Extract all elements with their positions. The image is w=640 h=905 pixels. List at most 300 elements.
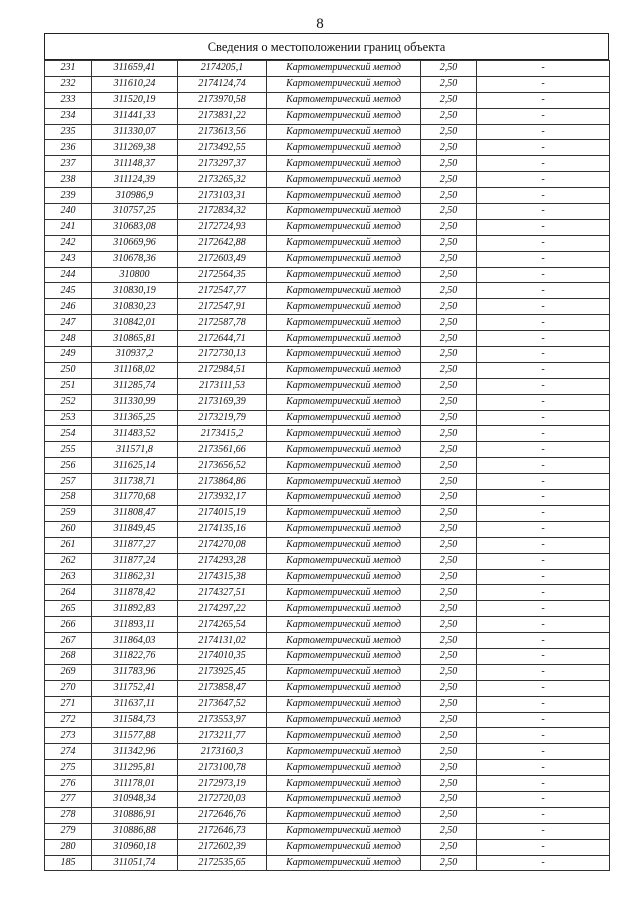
y-coordinate-cell: 2173219,79 <box>178 410 267 426</box>
y-coordinate-cell: 2174015,19 <box>178 505 267 521</box>
accuracy-cell: 2,50 <box>421 362 477 378</box>
y-coordinate-cell: 2173211,77 <box>178 728 267 744</box>
point-number-cell: 243 <box>45 251 92 267</box>
description-cell: - <box>477 394 610 410</box>
point-number-cell: 250 <box>45 362 92 378</box>
point-number-cell: 271 <box>45 696 92 712</box>
x-coordinate-cell: 310986,9 <box>92 188 178 204</box>
method-cell: Картометрический метод <box>267 156 421 172</box>
x-coordinate-cell: 311577,88 <box>92 728 178 744</box>
point-number-cell: 244 <box>45 267 92 283</box>
y-coordinate-cell: 2172603,49 <box>178 251 267 267</box>
table-row <box>45 760 610 776</box>
x-coordinate-cell: 311659,41 <box>92 61 178 77</box>
table-body <box>45 61 610 871</box>
description-cell: - <box>477 505 610 521</box>
point-number-cell: 265 <box>45 601 92 617</box>
table-row <box>45 791 610 807</box>
method-cell: Картометрический метод <box>267 521 421 537</box>
description-cell: - <box>477 219 610 235</box>
table-row <box>45 537 610 553</box>
coordinates-table-frame <box>44 33 609 871</box>
y-coordinate-cell: 2174315,38 <box>178 569 267 585</box>
method-cell: Картометрический метод <box>267 617 421 633</box>
description-cell: - <box>477 442 610 458</box>
accuracy-cell: 2,50 <box>421 807 477 823</box>
point-number-cell: 259 <box>45 505 92 521</box>
method-cell: Картометрический метод <box>267 426 421 442</box>
y-coordinate-cell: 2173561,66 <box>178 442 267 458</box>
method-cell: Картометрический метод <box>267 696 421 712</box>
accuracy-cell: 2,50 <box>421 156 477 172</box>
method-cell: Картометрический метод <box>267 362 421 378</box>
x-coordinate-cell: 311752,41 <box>92 680 178 696</box>
section-title: Сведения о местоположении границ объекта <box>44 33 609 60</box>
method-cell: Картометрический метод <box>267 410 421 426</box>
description-cell: - <box>477 124 610 140</box>
accuracy-cell: 2,50 <box>421 267 477 283</box>
description-cell: - <box>477 680 610 696</box>
description-cell: - <box>477 776 610 792</box>
table-row <box>45 299 610 315</box>
y-coordinate-cell: 2174270,08 <box>178 537 267 553</box>
table-row <box>45 204 610 220</box>
table-row <box>45 92 610 108</box>
point-number-cell: 232 <box>45 76 92 92</box>
point-number-cell: 274 <box>45 744 92 760</box>
x-coordinate-cell: 310683,08 <box>92 219 178 235</box>
point-number-cell: 273 <box>45 728 92 744</box>
method-cell: Картометрический метод <box>267 394 421 410</box>
table-row <box>45 490 610 506</box>
y-coordinate-cell: 2174131,02 <box>178 633 267 649</box>
y-coordinate-cell: 2174265,54 <box>178 617 267 633</box>
description-cell: - <box>477 347 610 363</box>
y-coordinate-cell: 2172646,73 <box>178 823 267 839</box>
point-number-cell: 266 <box>45 617 92 633</box>
y-coordinate-cell: 2174327,51 <box>178 585 267 601</box>
x-coordinate-cell: 311878,42 <box>92 585 178 601</box>
point-number-cell: 237 <box>45 156 92 172</box>
method-cell: Картометрический метод <box>267 585 421 601</box>
point-number-cell: 263 <box>45 569 92 585</box>
x-coordinate-cell: 311285,74 <box>92 378 178 394</box>
point-number-cell: 264 <box>45 585 92 601</box>
accuracy-cell: 2,50 <box>421 331 477 347</box>
x-coordinate-cell: 310886,91 <box>92 807 178 823</box>
accuracy-cell: 2,50 <box>421 601 477 617</box>
accuracy-cell: 2,50 <box>421 744 477 760</box>
accuracy-cell: 2,50 <box>421 823 477 839</box>
description-cell: - <box>477 92 610 108</box>
y-coordinate-cell: 2172535,65 <box>178 855 267 871</box>
point-number-cell: 260 <box>45 521 92 537</box>
accuracy-cell: 2,50 <box>421 283 477 299</box>
x-coordinate-cell: 311625,14 <box>92 458 178 474</box>
x-coordinate-cell: 311342,96 <box>92 744 178 760</box>
description-cell: - <box>477 807 610 823</box>
table-row <box>45 426 610 442</box>
page-number: 8 <box>316 16 324 32</box>
accuracy-cell: 2,50 <box>421 696 477 712</box>
method-cell: Картометрический метод <box>267 251 421 267</box>
x-coordinate-cell: 310948,34 <box>92 791 178 807</box>
point-number-cell: 234 <box>45 108 92 124</box>
accuracy-cell: 2,50 <box>421 839 477 855</box>
method-cell: Картометрический метод <box>267 92 421 108</box>
table-row <box>45 696 610 712</box>
y-coordinate-cell: 2172547,91 <box>178 299 267 315</box>
y-coordinate-cell: 2172834,32 <box>178 204 267 220</box>
table-row <box>45 601 610 617</box>
x-coordinate-cell: 311330,99 <box>92 394 178 410</box>
table-row <box>45 664 610 680</box>
method-cell: Картометрический метод <box>267 664 421 680</box>
accuracy-cell: 2,50 <box>421 505 477 521</box>
description-cell: - <box>477 601 610 617</box>
y-coordinate-cell: 2173831,22 <box>178 108 267 124</box>
x-coordinate-cell: 310678,36 <box>92 251 178 267</box>
table-row <box>45 505 610 521</box>
table-row <box>45 410 610 426</box>
table-row <box>45 839 610 855</box>
y-coordinate-cell: 2172724,93 <box>178 219 267 235</box>
method-cell: Картометрический метод <box>267 347 421 363</box>
description-cell: - <box>477 744 610 760</box>
method-cell: Картометрический метод <box>267 204 421 220</box>
method-cell: Картометрический метод <box>267 855 421 871</box>
point-number-cell: 268 <box>45 648 92 664</box>
table-row <box>45 585 610 601</box>
method-cell: Картометрический метод <box>267 760 421 776</box>
x-coordinate-cell: 311520,19 <box>92 92 178 108</box>
description-cell: - <box>477 712 610 728</box>
accuracy-cell: 2,50 <box>421 728 477 744</box>
accuracy-cell: 2,50 <box>421 378 477 394</box>
x-coordinate-cell: 310842,01 <box>92 315 178 331</box>
description-cell: - <box>477 521 610 537</box>
accuracy-cell: 2,50 <box>421 791 477 807</box>
x-coordinate-cell: 311610,24 <box>92 76 178 92</box>
method-cell: Картометрический метод <box>267 474 421 490</box>
description-cell: - <box>477 61 610 77</box>
method-cell: Картометрический метод <box>267 172 421 188</box>
table-row <box>45 823 610 839</box>
description-cell: - <box>477 585 610 601</box>
y-coordinate-cell: 2172602,39 <box>178 839 267 855</box>
point-number-cell: 246 <box>45 299 92 315</box>
x-coordinate-cell: 311770,68 <box>92 490 178 506</box>
method-cell: Картометрический метод <box>267 569 421 585</box>
table-row <box>45 617 610 633</box>
accuracy-cell: 2,50 <box>421 172 477 188</box>
description-cell: - <box>477 108 610 124</box>
table-row <box>45 744 610 760</box>
y-coordinate-cell: 2172642,88 <box>178 235 267 251</box>
point-number-cell: 258 <box>45 490 92 506</box>
table-row <box>45 188 610 204</box>
point-number-cell: 256 <box>45 458 92 474</box>
y-coordinate-cell: 2174293,28 <box>178 553 267 569</box>
description-cell: - <box>477 331 610 347</box>
point-number-cell: 277 <box>45 791 92 807</box>
x-coordinate-cell: 311892,83 <box>92 601 178 617</box>
method-cell: Картометрический метод <box>267 648 421 664</box>
y-coordinate-cell: 2173169,39 <box>178 394 267 410</box>
y-coordinate-cell: 2173613,56 <box>178 124 267 140</box>
point-number-cell: 239 <box>45 188 92 204</box>
table-row <box>45 680 610 696</box>
accuracy-cell: 2,50 <box>421 537 477 553</box>
description-cell: - <box>477 458 610 474</box>
y-coordinate-cell: 2173492,55 <box>178 140 267 156</box>
x-coordinate-cell: 311893,11 <box>92 617 178 633</box>
point-number-cell: 248 <box>45 331 92 347</box>
method-cell: Картометрический метод <box>267 601 421 617</box>
method-cell: Картометрический метод <box>267 442 421 458</box>
y-coordinate-cell: 2173111,53 <box>178 378 267 394</box>
description-cell: - <box>477 648 610 664</box>
point-number-cell: 245 <box>45 283 92 299</box>
accuracy-cell: 2,50 <box>421 855 477 871</box>
point-number-cell: 255 <box>45 442 92 458</box>
table-row <box>45 569 610 585</box>
y-coordinate-cell: 2173553,97 <box>178 712 267 728</box>
x-coordinate-cell: 310886,88 <box>92 823 178 839</box>
accuracy-cell: 2,50 <box>421 315 477 331</box>
table-row <box>45 283 610 299</box>
x-coordinate-cell: 310669,96 <box>92 235 178 251</box>
method-cell: Картометрический метод <box>267 553 421 569</box>
table-row <box>45 712 610 728</box>
table-row <box>45 76 610 92</box>
x-coordinate-cell: 310757,25 <box>92 204 178 220</box>
table-row <box>45 124 610 140</box>
table-row <box>45 807 610 823</box>
y-coordinate-cell: 2173858,47 <box>178 680 267 696</box>
point-number-cell: 278 <box>45 807 92 823</box>
description-cell: - <box>477 791 610 807</box>
accuracy-cell: 2,50 <box>421 92 477 108</box>
description-cell: - <box>477 315 610 331</box>
point-number-cell: 253 <box>45 410 92 426</box>
method-cell: Картометрический метод <box>267 807 421 823</box>
point-number-cell: 233 <box>45 92 92 108</box>
x-coordinate-cell: 311864,03 <box>92 633 178 649</box>
y-coordinate-cell: 2172646,76 <box>178 807 267 823</box>
point-number-cell: 241 <box>45 219 92 235</box>
point-number-cell: 236 <box>45 140 92 156</box>
y-coordinate-cell: 2174135,16 <box>178 521 267 537</box>
point-number-cell: 251 <box>45 378 92 394</box>
accuracy-cell: 2,50 <box>421 108 477 124</box>
x-coordinate-cell: 311483,52 <box>92 426 178 442</box>
x-coordinate-cell: 310937,2 <box>92 347 178 363</box>
point-number-cell: 254 <box>45 426 92 442</box>
y-coordinate-cell: 2172984,51 <box>178 362 267 378</box>
x-coordinate-cell: 311783,96 <box>92 664 178 680</box>
x-coordinate-cell: 310830,19 <box>92 283 178 299</box>
accuracy-cell: 2,50 <box>421 140 477 156</box>
x-coordinate-cell: 311877,24 <box>92 553 178 569</box>
method-cell: Картометрический метод <box>267 537 421 553</box>
y-coordinate-cell: 2172547,77 <box>178 283 267 299</box>
x-coordinate-cell: 311295,81 <box>92 760 178 776</box>
method-cell: Картометрический метод <box>267 680 421 696</box>
x-coordinate-cell: 311808,47 <box>92 505 178 521</box>
method-cell: Картометрический метод <box>267 315 421 331</box>
x-coordinate-cell: 311738,71 <box>92 474 178 490</box>
y-coordinate-cell: 2173297,37 <box>178 156 267 172</box>
description-cell: - <box>477 299 610 315</box>
method-cell: Картометрический метод <box>267 188 421 204</box>
description-cell: - <box>477 378 610 394</box>
point-number-cell: 272 <box>45 712 92 728</box>
method-cell: Картометрический метод <box>267 108 421 124</box>
method-cell: Картометрический метод <box>267 140 421 156</box>
description-cell: - <box>477 474 610 490</box>
y-coordinate-cell: 2173932,17 <box>178 490 267 506</box>
table-row <box>45 331 610 347</box>
accuracy-cell: 2,50 <box>421 648 477 664</box>
method-cell: Картометрический метод <box>267 76 421 92</box>
method-cell: Картометрический метод <box>267 490 421 506</box>
table-row <box>45 442 610 458</box>
y-coordinate-cell: 2172720,03 <box>178 791 267 807</box>
description-cell: - <box>477 76 610 92</box>
y-coordinate-cell: 2173647,52 <box>178 696 267 712</box>
table-row <box>45 378 610 394</box>
y-coordinate-cell: 2172564,35 <box>178 267 267 283</box>
x-coordinate-cell: 311637,11 <box>92 696 178 712</box>
point-number-cell: 261 <box>45 537 92 553</box>
method-cell: Картометрический метод <box>267 61 421 77</box>
accuracy-cell: 2,50 <box>421 394 477 410</box>
y-coordinate-cell: 2173656,52 <box>178 458 267 474</box>
x-coordinate-cell: 311877,27 <box>92 537 178 553</box>
table-row <box>45 458 610 474</box>
accuracy-cell: 2,50 <box>421 61 477 77</box>
x-coordinate-cell: 310960,18 <box>92 839 178 855</box>
accuracy-cell: 2,50 <box>421 474 477 490</box>
point-number-cell: 235 <box>45 124 92 140</box>
table-row <box>45 251 610 267</box>
description-cell: - <box>477 235 610 251</box>
point-number-cell: 231 <box>45 61 92 77</box>
table-row <box>45 235 610 251</box>
accuracy-cell: 2,50 <box>421 617 477 633</box>
method-cell: Картометрический метод <box>267 267 421 283</box>
accuracy-cell: 2,50 <box>421 347 477 363</box>
y-coordinate-cell: 2174205,1 <box>178 61 267 77</box>
description-cell: - <box>477 617 610 633</box>
point-number-cell: 252 <box>45 394 92 410</box>
table-row <box>45 648 610 664</box>
table-row <box>45 108 610 124</box>
accuracy-cell: 2,50 <box>421 251 477 267</box>
coordinates-table <box>44 60 610 871</box>
method-cell: Картометрический метод <box>267 235 421 251</box>
table-row <box>45 172 610 188</box>
accuracy-cell: 2,50 <box>421 569 477 585</box>
accuracy-cell: 2,50 <box>421 410 477 426</box>
point-number-cell: 247 <box>45 315 92 331</box>
description-cell: - <box>477 823 610 839</box>
x-coordinate-cell: 311849,45 <box>92 521 178 537</box>
method-cell: Картометрический метод <box>267 823 421 839</box>
point-number-cell: 267 <box>45 633 92 649</box>
method-cell: Картометрический метод <box>267 283 421 299</box>
y-coordinate-cell: 2173265,32 <box>178 172 267 188</box>
accuracy-cell: 2,50 <box>421 680 477 696</box>
accuracy-cell: 2,50 <box>421 664 477 680</box>
y-coordinate-cell: 2173970,58 <box>178 92 267 108</box>
point-number-cell: 238 <box>45 172 92 188</box>
description-cell: - <box>477 426 610 442</box>
x-coordinate-cell: 310800 <box>92 267 178 283</box>
accuracy-cell: 2,50 <box>421 299 477 315</box>
accuracy-cell: 2,50 <box>421 76 477 92</box>
method-cell: Картометрический метод <box>267 299 421 315</box>
x-coordinate-cell: 311571,8 <box>92 442 178 458</box>
y-coordinate-cell: 2173415,2 <box>178 426 267 442</box>
description-cell: - <box>477 204 610 220</box>
table-row <box>45 776 610 792</box>
x-coordinate-cell: 311365,25 <box>92 410 178 426</box>
x-coordinate-cell: 311269,38 <box>92 140 178 156</box>
description-cell: - <box>477 553 610 569</box>
description-cell: - <box>477 855 610 871</box>
accuracy-cell: 2,50 <box>421 188 477 204</box>
point-number-cell: 262 <box>45 553 92 569</box>
accuracy-cell: 2,50 <box>421 490 477 506</box>
table-row <box>45 728 610 744</box>
table-row <box>45 347 610 363</box>
description-cell: - <box>477 362 610 378</box>
x-coordinate-cell: 311051,74 <box>92 855 178 871</box>
point-number-cell: 242 <box>45 235 92 251</box>
x-coordinate-cell: 311168,02 <box>92 362 178 378</box>
y-coordinate-cell: 2173925,45 <box>178 664 267 680</box>
table-row <box>45 394 610 410</box>
description-cell: - <box>477 188 610 204</box>
y-coordinate-cell: 2173864,86 <box>178 474 267 490</box>
y-coordinate-cell: 2173100,78 <box>178 760 267 776</box>
accuracy-cell: 2,50 <box>421 426 477 442</box>
accuracy-cell: 2,50 <box>421 219 477 235</box>
accuracy-cell: 2,50 <box>421 712 477 728</box>
description-cell: - <box>477 490 610 506</box>
y-coordinate-cell: 2172644,71 <box>178 331 267 347</box>
table-row <box>45 855 610 871</box>
accuracy-cell: 2,50 <box>421 633 477 649</box>
table-row <box>45 315 610 331</box>
point-number-cell: 280 <box>45 839 92 855</box>
point-number-cell: 276 <box>45 776 92 792</box>
x-coordinate-cell: 310865,81 <box>92 331 178 347</box>
method-cell: Картометрический метод <box>267 219 421 235</box>
description-cell: - <box>477 156 610 172</box>
x-coordinate-cell: 311148,37 <box>92 156 178 172</box>
method-cell: Картометрический метод <box>267 633 421 649</box>
point-number-cell: 257 <box>45 474 92 490</box>
x-coordinate-cell: 310830,23 <box>92 299 178 315</box>
table-row <box>45 633 610 649</box>
description-cell: - <box>477 760 610 776</box>
accuracy-cell: 2,50 <box>421 458 477 474</box>
table-row <box>45 362 610 378</box>
point-number-cell: 269 <box>45 664 92 680</box>
